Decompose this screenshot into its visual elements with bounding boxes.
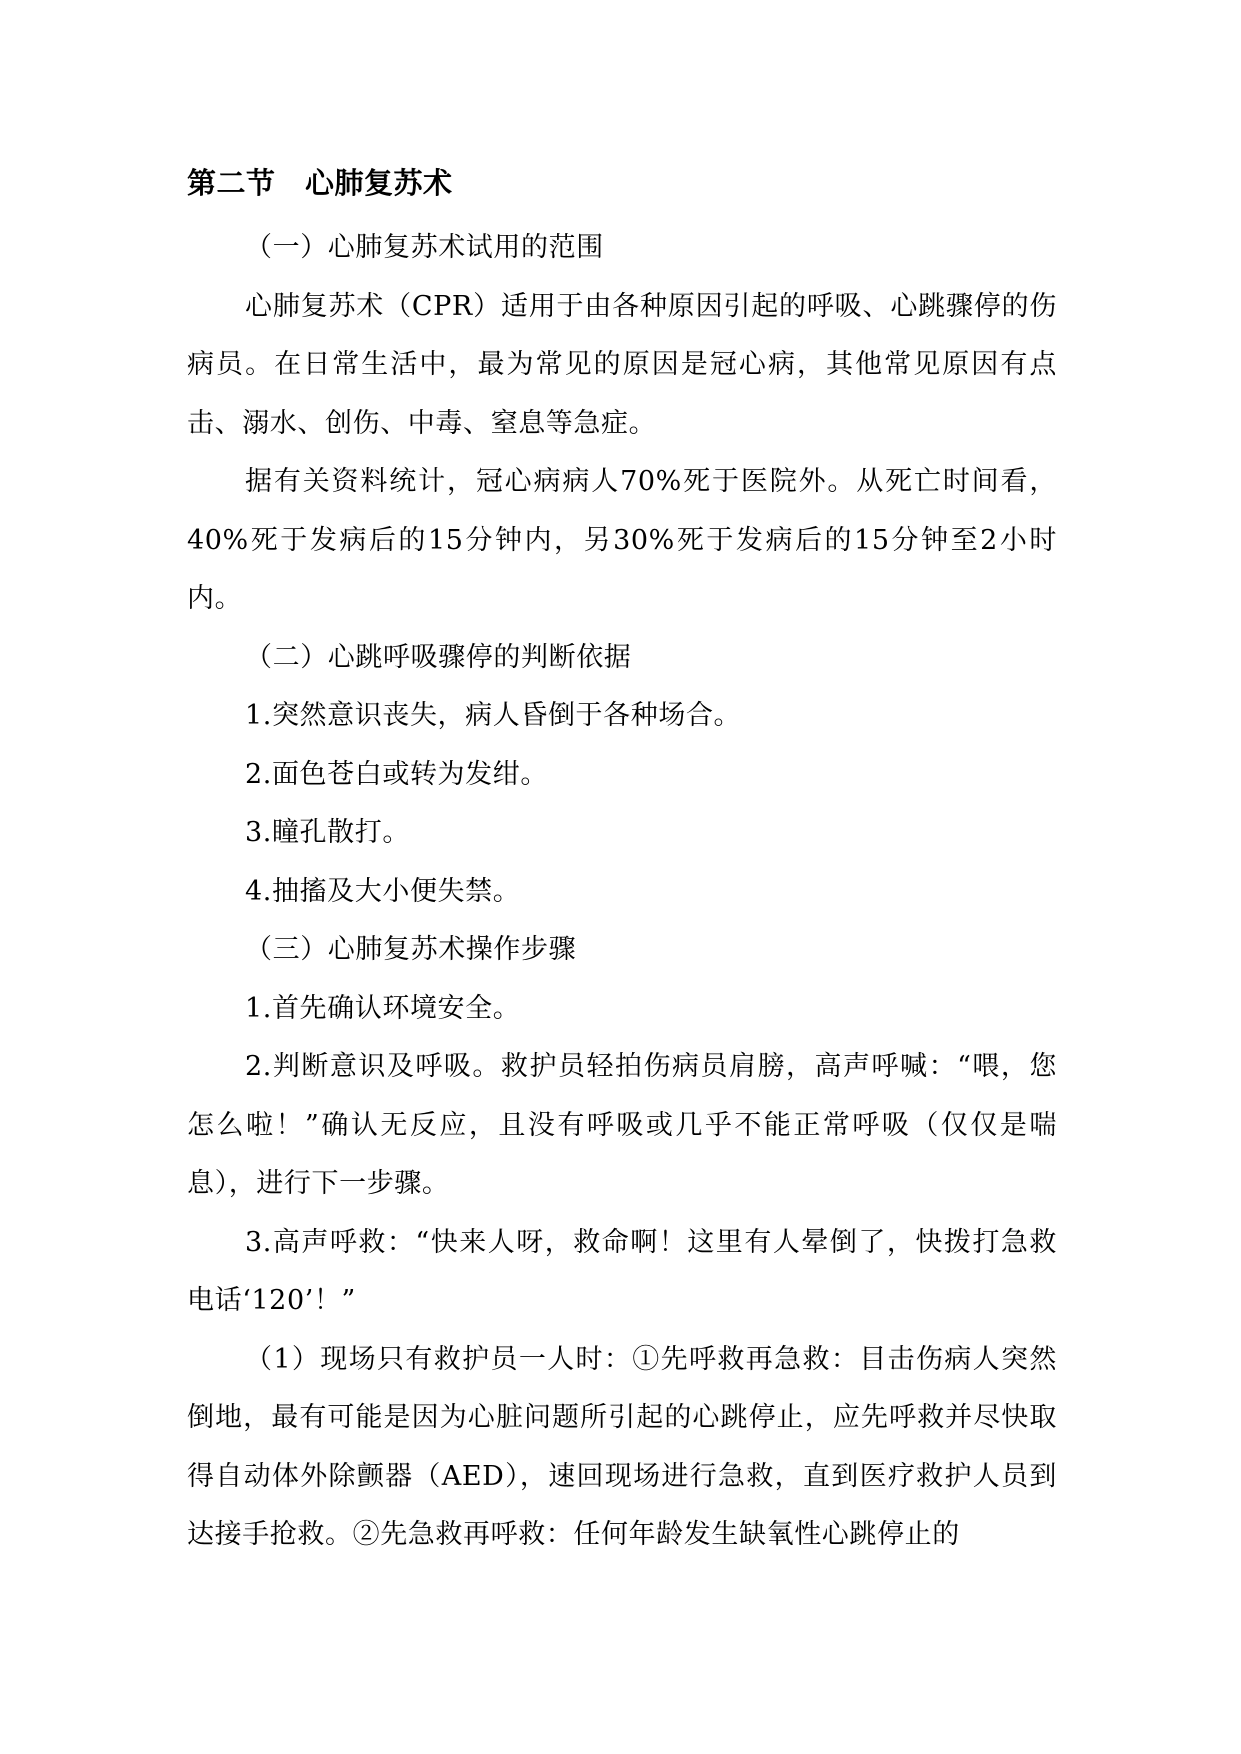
step-3: 3.高声呼救：“快来人呀，救命啊！这里有人晕倒了，快拨打急救电话‘120’！” — [187, 1226, 1057, 1316]
subsection-heading-1: （一）心肺复苏术试用的范围 — [245, 232, 604, 263]
subsection-heading-3: （三）心肺复苏术操作步骤 — [245, 934, 577, 965]
list-item-2: 2.面色苍白或转为发绀。 — [245, 758, 548, 790]
paragraph-statistics: 据有关资料统计，冠心病病人70%死于医院外。从死亡时间看，40%死于发病后的15分钟内，另30%死于发病后的15分钟至2小时内。 — [187, 466, 1057, 614]
step-3-sub-1: （1）现场只有救护员一人时：①先呼救再急救：目击伤病人突然倒地，最有可能是因为心脏问题所引起的心跳停止，应先呼救并尽快取得自动体外除颤器（AED），速回现场进行急救，直到医疗救护人员到达接手抢救。②先急救再呼救：任何年龄发生缺氧性心跳停止的 — [187, 1343, 1057, 1550]
list-item-3: 3.瞳孔散打。 — [245, 817, 410, 848]
section-title: 第二节 心肺复苏术 — [187, 166, 453, 200]
list-item-1: 1.突然意识丧失，病人昏倒于各种场合。 — [245, 700, 742, 731]
subsection-heading-2: （二）心跳呼吸骤停的判断依据 — [245, 641, 632, 673]
step-2: 2.判断意识及呼吸。救护员轻拍伤病员肩膀，高声呼喊：“喂，您怎么啦！”确认无反应，且没有呼吸或几乎不能正常呼吸（仅仅是喘息），进行下一步骤。 — [187, 1051, 1057, 1199]
page-content — [187, 160, 1057, 1565]
paragraph-cpr-scope: 心肺复苏术（CPR）适用于由各种原因引起的呼吸、心跳骤停的伤病员。在日常生活中，最为常见的原因是冠心病，其他常见原因有点击、溺水、创伤、中毒、窒息等急症。 — [187, 290, 1057, 439]
step-1: 1.首先确认环境安全。 — [245, 992, 521, 1024]
list-item-4: 4.抽搐及大小便失禁。 — [245, 875, 521, 907]
